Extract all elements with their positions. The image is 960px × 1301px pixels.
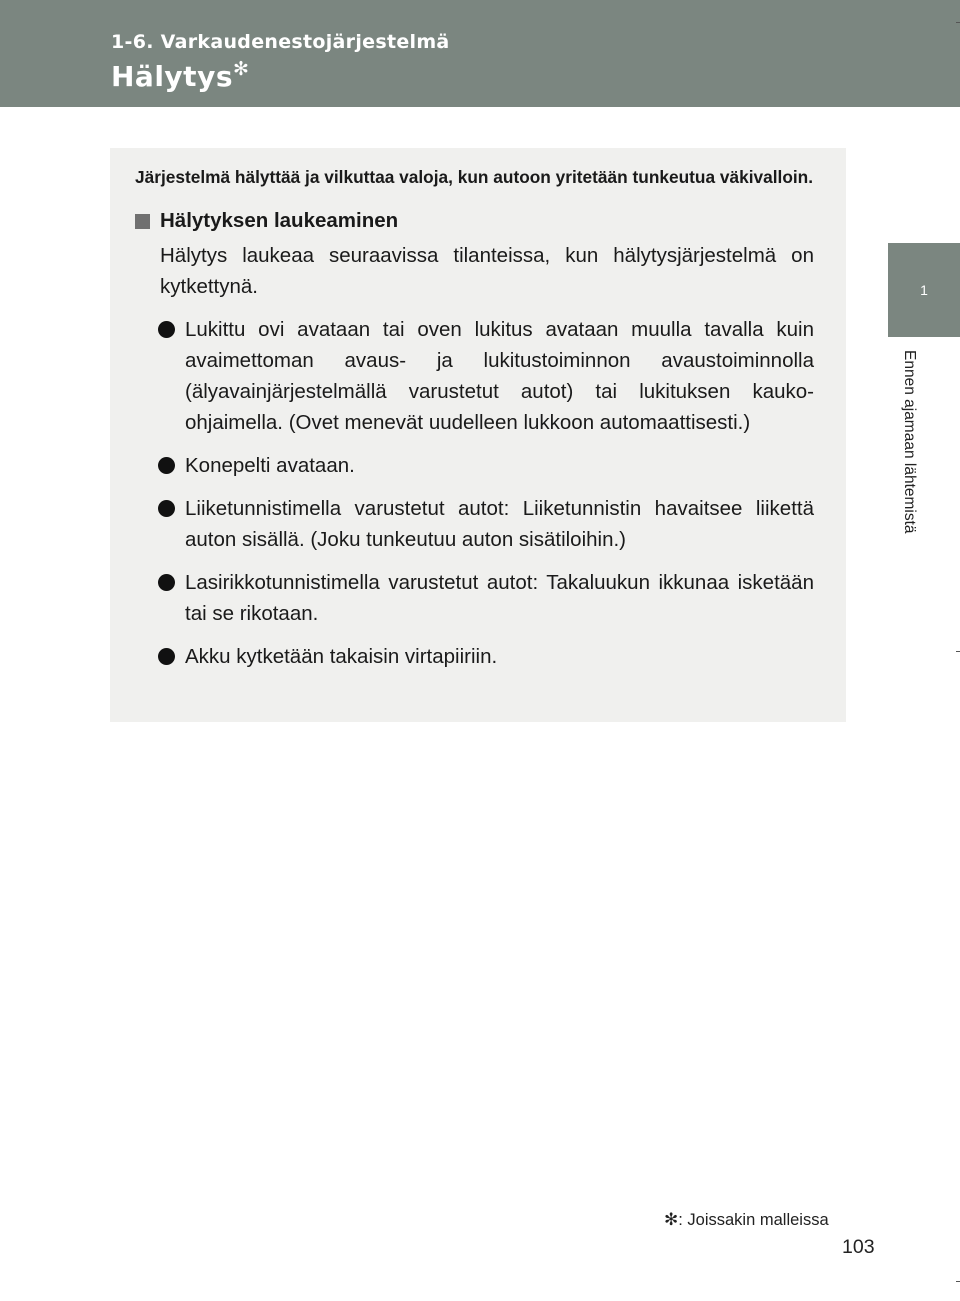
list-item-text: Akku kytketään takaisin virtapiiriin. [185,645,498,668]
crop-mark [956,1281,960,1282]
chapter-label: Ennen ajamaan lähtemistä [901,350,918,534]
paragraph: Hälytys laukeaa seuraavissa tilanteissa, kun hälytysjärjestelmä on kytkettynä. [160,244,814,298]
list-item [185,493,814,555]
subheading [135,206,814,236]
chapter-number: 1 [920,282,928,298]
intro-text: Järjestelmä hälyttää ja vilkuttaa valoja, kun autoon yritetään tunkeutua väkivalloin. [135,167,814,187]
bullet-list [135,314,814,672]
list-item [185,450,814,481]
page-title [111,60,249,93]
crop-mark [956,651,960,652]
bullet-dot-icon [158,321,175,338]
content-box [110,148,846,722]
bullet-dot-icon [158,574,175,591]
square-bullet-icon [135,214,150,229]
footnote [664,1210,829,1230]
page-header [0,0,960,107]
bullet-dot-icon [158,500,175,517]
crop-mark [956,22,960,23]
list-item [185,314,814,438]
list-item-text: Lukittu ovi avataan tai oven lukitus avataan muulla tavalla kuin avaimettoman avaus- ja lukitustoiminnon avaustoiminnolla (älyavainjärjestelmällä varustetut autot) tai lukituksen kauko-ohjaimella. (Ovet menevät uudelleen lukkoon automaattisesti.) [185,318,814,434]
asterisk-icon: ✻ [232,58,250,80]
list-item [185,641,814,672]
list-item-text: Konepelti avataan. [185,454,355,477]
footnote-text: : Joissakin malleissa [678,1211,829,1229]
list-item-text: Lasirikkotunnistimella varustetut autot: Takaluukun ikkunaa isketään tai se rikotaan. [185,571,814,625]
subheading-text: Hälytyksen laukeaminen [160,209,399,232]
list-item-text: Liiketunnistimella varustetut autot: Liiketunnistin havaitsee liikettä auton sisällä. (Joku tunkeutuu auton sisätiloihin.) [185,497,814,551]
list-item [185,567,814,629]
chapter-tab [888,243,960,337]
page-title-text: Hälytys [111,60,233,93]
section-label: 1-6. Varkaudenestojärjestelmä [111,31,450,53]
page-number: 103 [842,1236,875,1258]
asterisk-icon: ✻ [664,1210,679,1229]
bullet-dot-icon [158,457,175,474]
bullet-dot-icon [158,648,175,665]
